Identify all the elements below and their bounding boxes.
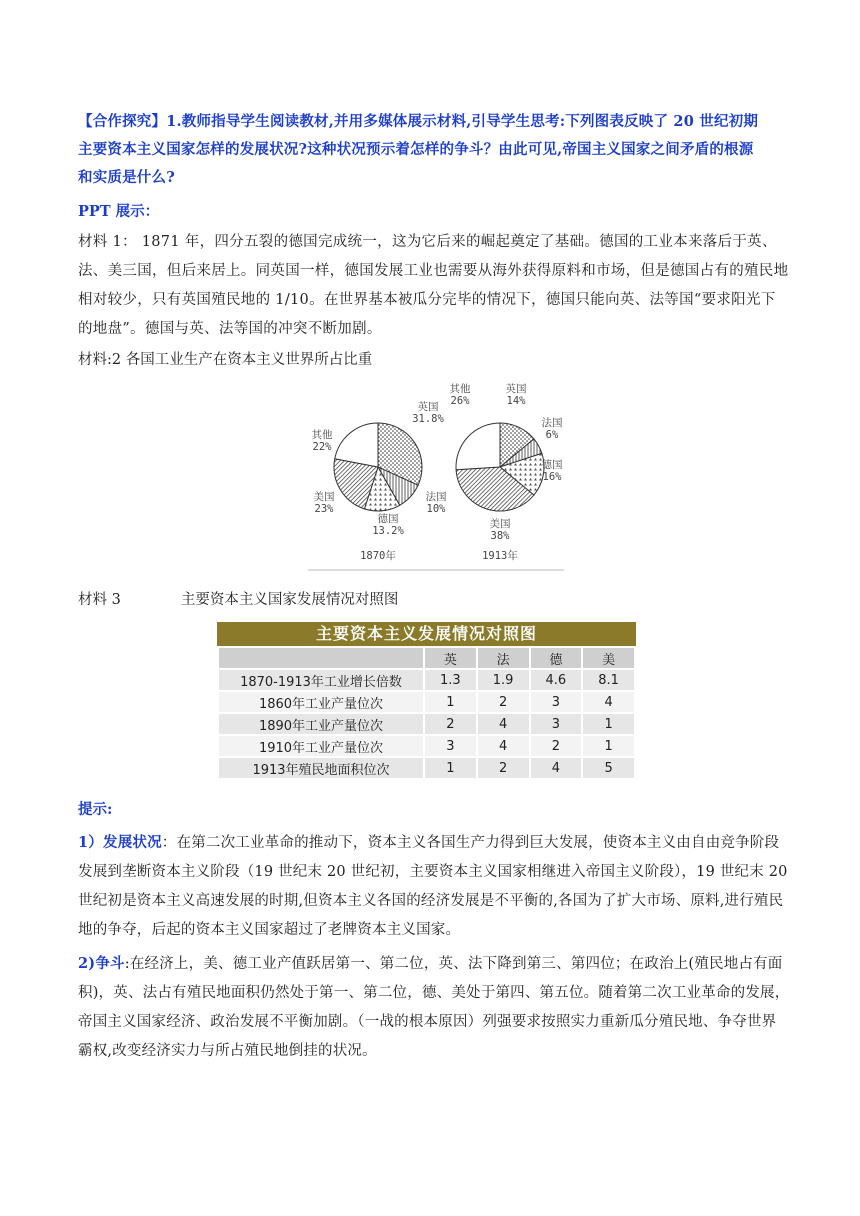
pie-slice-label: 23%	[314, 503, 334, 515]
table-cell: 3	[530, 713, 583, 735]
document-page	[78, 108, 790, 1066]
table-cell: 1870-1913年工业增长倍数	[218, 669, 424, 691]
table-cell: 1	[424, 691, 477, 713]
table-cell: 2	[477, 757, 530, 779]
table-cell: 8.1	[582, 669, 635, 691]
table-cell: 4.6	[530, 669, 583, 691]
table-cell: 3	[530, 691, 583, 713]
table-cell: 4	[582, 691, 635, 713]
pie-year-label: 1870年	[360, 550, 396, 562]
pie-slice-name: 美国	[489, 518, 511, 530]
answer-2-label: 2)争斗	[78, 955, 125, 972]
pie-slice-name: 其他	[311, 429, 333, 441]
table-header	[218, 647, 424, 669]
pie-slice-name: 德国	[377, 513, 399, 525]
pie-slice-name: 英国	[417, 401, 439, 413]
pie-slice-name: 法国	[425, 491, 447, 503]
table-cell: 1	[582, 713, 635, 735]
material-2-caption: 材料:2 各国工业生产在资本主义世界所占比重	[78, 352, 373, 368]
pie-slice-label: 31.8%	[412, 413, 444, 425]
pie-slice-name: 德国	[541, 459, 563, 471]
pie-slice	[335, 423, 378, 467]
answer-2-text: :在经济上，美、德工业产值跃居第一、第二位，英、法下降到第三、第四位；在政治上(殖民地占有面积)，英、法占有殖民地面积仍然处于第一、第二位，德、美处于第四、第五位。随着第二次工业革命的发展，帝国主义国家经济、政治发展不平衡加剧。（一战的根本原因）列强要求按照实力重新瓜分殖民地、争夺世界霸权,改变经济实力与所占殖民地倒挂的状况。	[78, 956, 790, 1059]
material-1	[78, 228, 790, 344]
table-row	[218, 669, 635, 691]
pie-slice-label: 6%	[545, 429, 559, 441]
table-cell: 1910年工业产量位次	[218, 735, 424, 757]
pie-year-label: 1913年	[482, 550, 518, 562]
table-cell: 1	[582, 735, 635, 757]
table-header-row	[218, 647, 635, 669]
table-header: 法	[477, 647, 530, 669]
table-cell: 2	[530, 735, 583, 757]
answer-1	[78, 828, 790, 945]
question-tag: 【合作探究】	[78, 113, 167, 130]
pie-slice-label: 26%	[450, 395, 470, 407]
table-row	[218, 691, 635, 713]
table-cell: 4	[477, 713, 530, 735]
pie-chart-figure	[78, 382, 790, 572]
pie-slice-name: 美国	[313, 491, 335, 503]
pie-slice	[456, 423, 500, 470]
pie-slice-label: 14%	[506, 395, 526, 407]
pie-slice-label: 22%	[312, 441, 332, 453]
answer-2	[78, 949, 790, 1066]
table-header: 美	[582, 647, 635, 669]
table-cell: 1.3	[424, 669, 477, 691]
pie-slice-name: 英国	[505, 383, 527, 395]
table-cell: 2	[424, 713, 477, 735]
table-row	[218, 757, 635, 779]
answer-1-label: 1）发展状况	[78, 834, 162, 851]
pie-slice-label: 10%	[426, 503, 446, 515]
material-3-caption	[78, 586, 790, 614]
answer-1-text: ：在第二次工业革命的推动下，资本主义各国生产力得到巨大发展，使资本主义由自由竞争阶段发展到垄断资本主义阶段（19 世纪末 20 世纪初，主要资本主义国家相继进入帝国主义阶段），19 世纪末 20 世纪初是资本主义高速发展的时期,但资本主义各国的经济发展是不平衡的,各国为了扩大市场、原料,进行殖民地的争夺，后起的资本主义国家超过了老牌资本主义国家。	[78, 835, 788, 938]
material-3-label: 材料 3	[78, 592, 121, 608]
table-header: 德	[530, 647, 583, 669]
material-1-text: 1871 年，四分五裂的德国完成统一，这为它后来的崛起奠定了基础。德国的工业本来落后于英、法、美三国，但后来居上。同英国一样，德国发展工业也需要从海外获得原料和市场，但是德国占有的殖民地相对较少，只有英国殖民地的 1/10。在世界基本被瓜分完毕的情况下，德国只能向英、法等国“要求阳光下的地盘”。德国与英、法等国的冲突不断加剧。	[78, 234, 789, 337]
table-cell: 1860年工业产量位次	[218, 691, 424, 713]
table-row	[218, 735, 635, 757]
question-line-1: 【合作探究】1.教师指导学生阅读教材,并用多媒体展示材料,引导学生思考:下列图表反映了 20 世纪初期	[78, 113, 759, 130]
table-cell: 2	[477, 691, 530, 713]
question-line-3: 和实质是什么?	[78, 169, 175, 186]
material-1-label: 材料 1：	[78, 234, 137, 250]
ppt-label: PPT 展示：	[78, 203, 160, 220]
material-3-text: 主要资本主义国家发展情况对照图	[180, 592, 399, 608]
table-cell: 1913年殖民地面积位次	[218, 757, 424, 779]
table-header: 英	[424, 647, 477, 669]
question-line-2: 主要资本主义国家怎样的发展状况?这种状况预示着怎样的争斗？由此可见,帝国主义国家之间矛盾的根源	[78, 141, 754, 158]
pie-slice-name: 法国	[541, 417, 563, 429]
hint-label: 提示:	[78, 801, 113, 818]
comparison-table	[217, 622, 636, 780]
pie-charts	[308, 382, 564, 572]
table-cell: 1.9	[477, 669, 530, 691]
pie-slice-label: 16%	[542, 471, 562, 483]
pie-slice-label: 38%	[490, 530, 510, 542]
pie-slice-name: 其他	[449, 383, 471, 395]
pie-slice-label: 13.2%	[372, 525, 404, 537]
table-cell: 5	[582, 757, 635, 779]
table-cell: 4	[477, 735, 530, 757]
comparison-table-wrap	[217, 622, 636, 780]
table-cell: 1890年工业产量位次	[218, 713, 424, 735]
table-title: 主要资本主义发展情况对照图	[217, 622, 636, 646]
table-row	[218, 713, 635, 735]
table-cell: 1	[424, 757, 477, 779]
table-cell: 4	[530, 757, 583, 779]
table-cell: 3	[424, 735, 477, 757]
